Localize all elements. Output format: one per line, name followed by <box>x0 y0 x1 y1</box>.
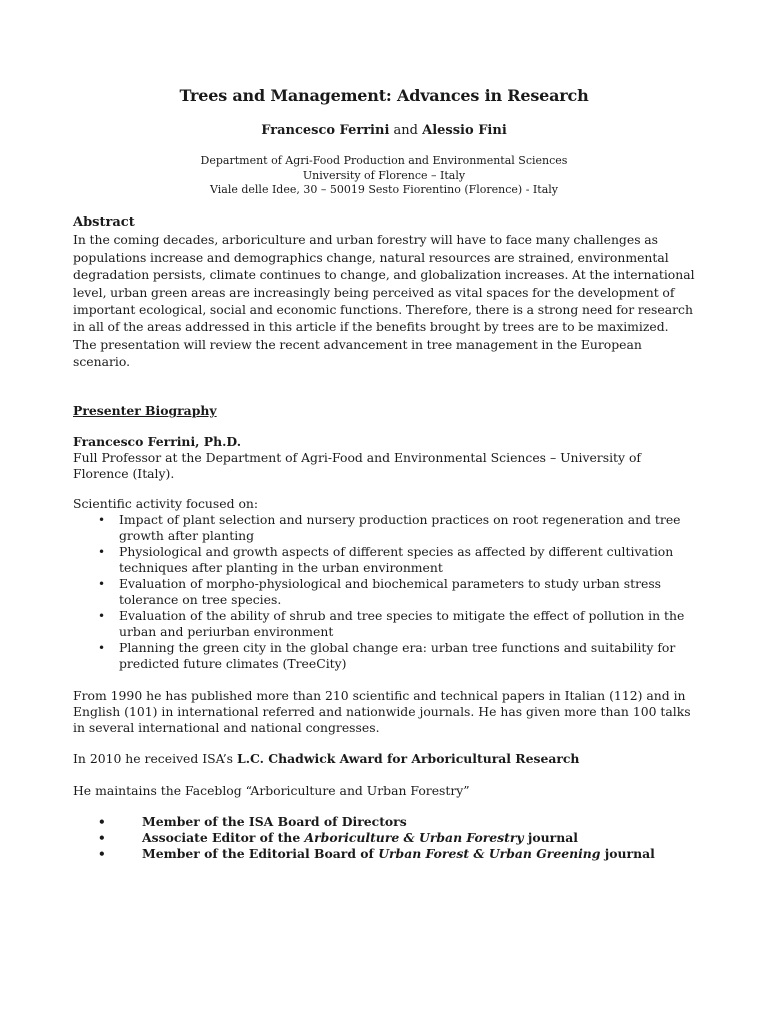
journal-name: Arboriculture & Urban Forestry <box>304 830 524 845</box>
presenter-block <box>73 433 695 482</box>
publications-paragraph: From 1990 he has published more than 210 scientific and technical papers in Italian (112) and in English (101) in international referred and nationwide journals. He has given more than 100 talks in several international and national congresses. <box>73 688 691 735</box>
bullet-icon: • <box>98 577 106 591</box>
bullet-icon: • <box>98 513 106 527</box>
list-item: • Impact of plant selection and nursery production practices on root regeneration and tree growth after planting <box>98 512 681 543</box>
author-line <box>0 123 768 138</box>
bullet-icon: • <box>98 847 106 861</box>
list-item: • Member of the Editorial Board of Urban Forest & Urban Greening journal <box>98 846 655 861</box>
list-item: • Planning the green city in the global change era: urban tree functions and suitability for predicted future climates (TreeCity) <box>98 640 676 671</box>
abstract-text: In the coming decades, arboriculture and urban forestry will have to face many challenges as populations increase and demographics change, natural resources are strained, environmental degradation persists, climate continues to change, and globalization increases. At the international level, urban green areas are increasingly being perceived as vital spaces for the development of important ecological, social and economic functions. Therefore, there is a strong need for research in all of the areas addressed in this article if the benefits brought by trees are to be maximized. The presentation will review the recent advancement in tree management in the European scenario. <box>73 232 695 370</box>
bullet-icon: • <box>98 609 106 623</box>
presenter-position: Full Professor at the Department of Agri-Food and Environmental Sciences – University of Florence (Italy). <box>73 450 642 482</box>
faceblog-line: He maintains the Faceblog “Arboriculture and Urban Forestry” <box>73 783 470 798</box>
list-item: • Evaluation of the ability of shrub and tree species to mitigate the effect of pollution in the urban and periurban environment <box>98 608 685 639</box>
author-ferrini: Francesco Ferrini <box>261 123 390 138</box>
affiliation-department: Department of Agri-Food Production and Environmental Sciences <box>200 154 568 167</box>
affiliation-block <box>0 154 768 198</box>
bio-heading-block <box>73 402 695 419</box>
roles-list <box>73 814 695 862</box>
author-fini: Alessio Fini <box>422 123 507 138</box>
bullet-icon: • <box>98 831 106 845</box>
activity-block <box>73 496 695 672</box>
award-name: L.C. Chadwick Award for Arboricultural Research <box>236 751 580 766</box>
activity-list <box>73 512 695 672</box>
abstract-heading: Abstract <box>73 215 135 230</box>
bio-heading: Presenter Biography <box>73 403 217 418</box>
journal-name: Urban Forest & Urban Greening <box>378 846 601 861</box>
affiliation-university: University of Florence – Italy <box>302 168 466 182</box>
list-item: • Member of the ISA Board of Directors <box>98 814 407 829</box>
bullet-icon: • <box>98 641 106 655</box>
document-title: Trees and Management: Advances in Research <box>179 86 589 105</box>
list-item: • Evaluation of morpho-physiological and biochemical parameters to study urban stress tolerance on tree species. <box>98 576 662 607</box>
affiliation-address: Viale delle Idee, 30 – 50019 Sesto Fiorentino (Florence) - Italy <box>210 183 558 196</box>
list-item: • Physiological and growth aspects of different species as affected by different cultivation techniques after planting in the urban environment <box>98 544 674 575</box>
bullet-icon: • <box>98 815 106 829</box>
activity-intro: Scientific activity focused on: <box>73 496 259 511</box>
author-joiner: and <box>393 123 418 138</box>
roles-block <box>73 814 695 862</box>
list-item: • Associate Editor of the Arboriculture & Urban Forestry journal <box>98 830 578 845</box>
presenter-name: Francesco Ferrini, Ph.D. <box>73 434 242 449</box>
award-prefix: In 2010 he received ISA’s <box>73 751 237 766</box>
award-line <box>73 750 695 767</box>
abstract-section <box>73 214 695 371</box>
bullet-icon: • <box>98 545 106 559</box>
